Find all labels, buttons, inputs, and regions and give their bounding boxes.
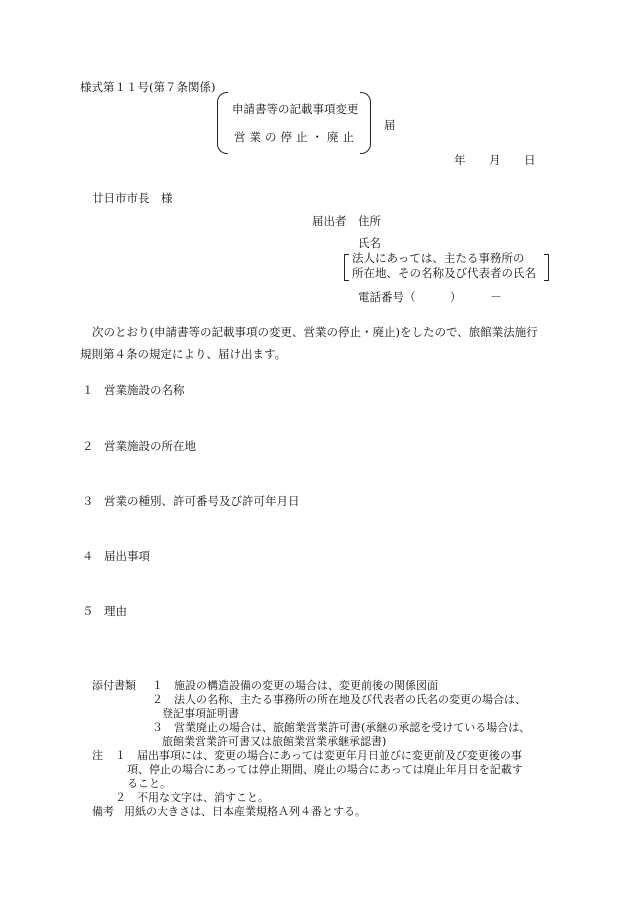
left-bracket: [217, 92, 228, 154]
attachment-2-line2: 登記事項証明書: [162, 707, 239, 720]
item-4-label: 届出事項: [104, 549, 150, 563]
intro-line1: 次のとおり(申請書等の記載事項の変更、営業の停止・廃止)をしたので、旅館業法施行: [92, 325, 538, 339]
item-5-label: 理由: [104, 604, 127, 618]
item-5-number: ５: [82, 604, 94, 618]
attachments-label: 添付書類: [92, 679, 136, 692]
option-change-text: 申請書等の記載事項変更: [232, 102, 359, 116]
attachment-1: １ 施設の構造設備の変更の場合は、変更前後の関係図面: [152, 679, 438, 692]
note-2: ２ 不用な文字は、消すこと。: [115, 791, 269, 804]
note-1-line2: 項、停止の場合にあっては停止期間、廃止の場合にあっては廃止年月日を記載す: [127, 763, 523, 776]
attachment-3-line2: 旅館業営業許可書又は旅館業営業承継承認書): [162, 735, 387, 748]
addressee: 廿日市市長 様: [92, 191, 173, 205]
item-4-number: ４: [82, 549, 94, 563]
corp-note-line2: 所在地、その名称及び代表者の氏名: [352, 266, 536, 280]
date-year: 年: [454, 153, 466, 167]
applicant-label: 届出者: [312, 214, 347, 228]
intro-line2: 規則第４条の規定により、届け出ます。: [80, 347, 287, 361]
item-1-number: １: [82, 383, 94, 397]
note-right-bracket: [544, 254, 549, 281]
name-label: 氏名: [358, 236, 381, 250]
remarks-text: 用紙の大きさは、日本産業規格Ａ列４番とする。: [124, 805, 366, 818]
form-number: 様式第１１号(第７条関係): [80, 80, 216, 94]
item-3-label: 営業の種別、許可番号及び許可年月日: [104, 494, 300, 508]
note-1-line1: １ 届出事項には、変更の場合にあっては変更年月日並びに変更前及び変更後の事: [115, 749, 522, 762]
note-1-line3: ること。: [127, 777, 171, 790]
attachment-3-line1: ３ 営業廃止の場合は、旅館業営業許可書(承継の承認を受けている場合は、: [152, 721, 531, 734]
phone-label: 電話番号（ ） －: [358, 290, 502, 304]
form-suffix: 届: [384, 118, 396, 132]
right-bracket: [360, 92, 371, 154]
notes-label: 注: [92, 749, 103, 762]
date-month: 月: [489, 153, 501, 167]
item-2-number: ２: [82, 439, 94, 453]
date-day: 日: [524, 153, 536, 167]
remarks-label: 備考: [92, 805, 114, 818]
corp-note-line1: 法人にあっては、主たる事務所の: [352, 251, 525, 265]
note-left-bracket: [344, 254, 349, 281]
item-2-label: 営業施設の所在地: [104, 439, 196, 453]
item-3-number: ３: [82, 494, 94, 508]
option-suspend-text: 営業の停止・廃止: [234, 130, 358, 144]
address-label: 住所: [358, 214, 381, 228]
item-1-label: 営業施設の名称: [104, 383, 185, 397]
attachment-2-line1: ２ 法人の名称、主たる事務所の所在地及び代表者の氏名の変更の場合は、: [152, 693, 526, 706]
